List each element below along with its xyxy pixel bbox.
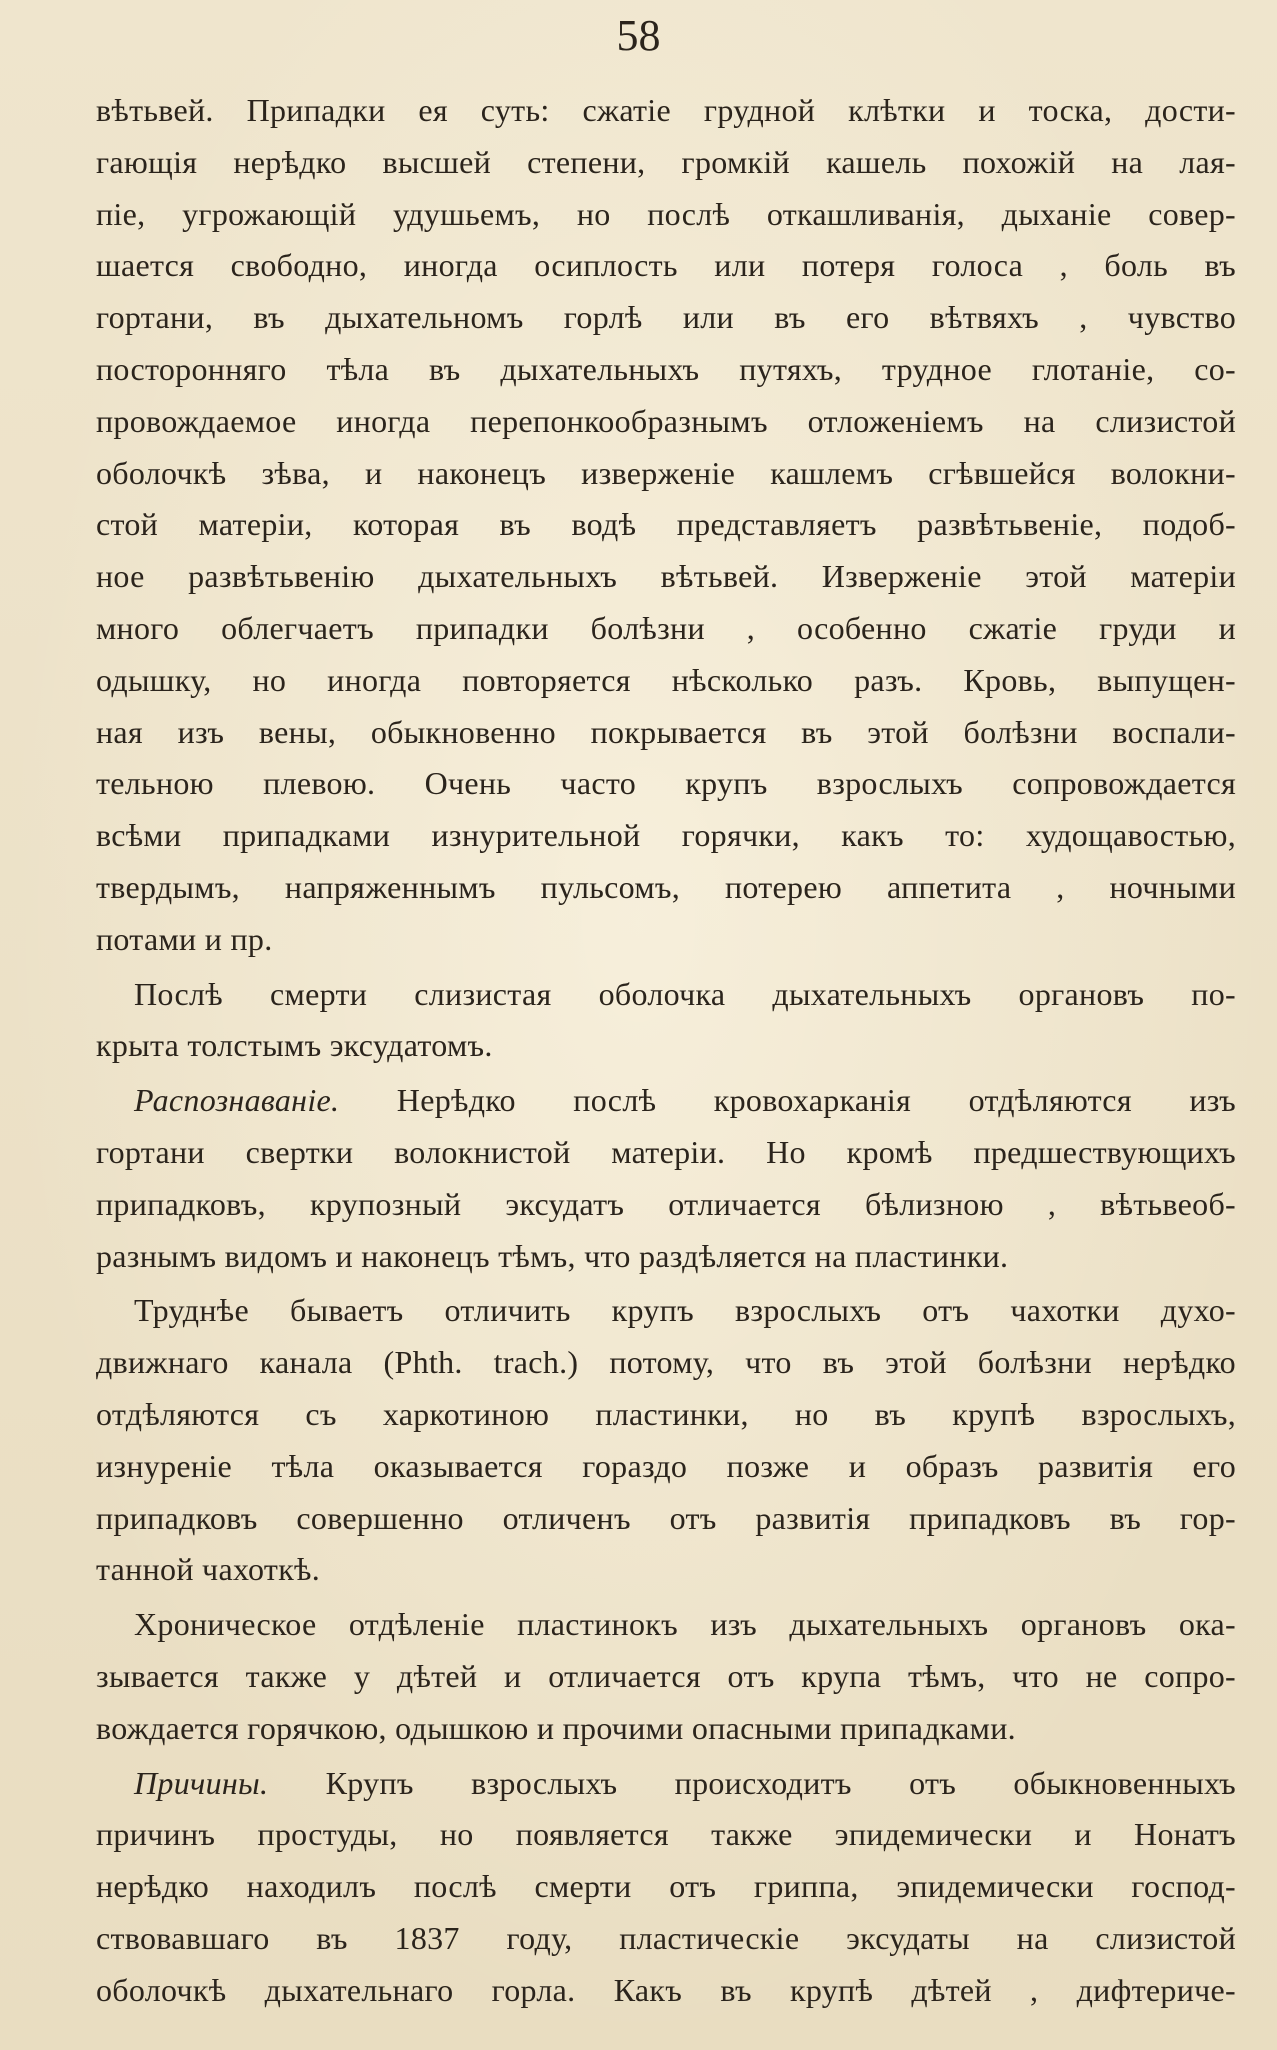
paragraph-diagnosis <box>96 1075 1236 1282</box>
paragraph-chronic <box>96 1599 1236 1754</box>
text-line: отдѣляются съ харкотиною пластинки, но въ крупѣ взрослыхъ, <box>96 1395 1236 1432</box>
text-line: ствовавшаго въ 1837 году, пластическіе эксудаты на слизистой <box>96 1919 1236 1956</box>
text-line: много облегчаетъ припадки болѣзни , особенно сжатіе груди и <box>96 609 1236 646</box>
text-line: провождаемое иногда перепонкообразнымъ отложеніемъ на слизистой <box>96 402 1236 439</box>
text-line: Хроническое отдѣленіе пластинокъ изъ дыхательныхъ органовъ ока- <box>134 1606 1236 1643</box>
text-line: одышку, но иногда повторяется нѣсколько разъ. Кровь, выпущен- <box>96 661 1236 698</box>
text-line: посторонняго тѣла въ дыхательныхъ путяхъ, трудное глотаніе, со- <box>96 350 1236 387</box>
text-run: Нерѣдко послѣ кровохарканія отдѣляются изъ <box>339 1082 1236 1119</box>
page-number: 58 <box>616 11 661 60</box>
text-line <box>96 1075 1236 1127</box>
paragraph-differential <box>96 1285 1236 1596</box>
text-line: твердымъ, напряженнымъ пульсомъ, потерею аппетита , ночными <box>96 868 1236 905</box>
text-line: танной чахоткѣ. <box>96 1551 321 1588</box>
text-line: изнуреніе тѣла оказывается гораздо позже и образъ развитія его <box>96 1447 1236 1484</box>
section-heading-diagnosis: Распознаваніе. <box>134 1082 340 1119</box>
text-line: разнымъ видомъ и наконецъ тѣмъ, что раздѣляется на пластинки. <box>96 1237 1009 1274</box>
text-line <box>96 1758 1236 1810</box>
text-line: нерѣдко находилъ послѣ смерти отъ гриппа, эпидемически господ- <box>96 1868 1236 1905</box>
text-line: движнаго канала (Phth. trach.) потому, что въ этой болѣзни нерѣдко <box>96 1344 1236 1381</box>
text-line: піе, угрожающій удушьемъ, но послѣ откашливанія, дыханіе совер- <box>96 195 1236 232</box>
text-line: припадковъ совершенно отличенъ отъ развитія припадковъ въ гор- <box>96 1499 1236 1536</box>
text-line: ное развѣтьвенію дыхательныхъ вѣтьвей. Изверженіе этой матеріи <box>96 558 1236 595</box>
section-heading-causes: Причины. <box>134 1764 269 1801</box>
paragraph-causes <box>96 1758 1236 2017</box>
text-line: вождается горячкою, одышкою и прочими опасными припадками. <box>96 1709 1016 1746</box>
text-line: тельною плевою. Очень часто крупъ взрослыхъ сопровождается <box>96 765 1236 802</box>
text-line: припадковъ, крупозный эксудатъ отличается бѣлизною , вѣтьвеоб- <box>96 1185 1236 1222</box>
text-line: Послѣ смерти слизистая оболочка дыхательныхъ органовъ по- <box>134 975 1236 1012</box>
text-line: вѣтьвей. Припадки ея суть: сжатіе грудной клѣтки и тоска, дости- <box>96 92 1236 128</box>
text-line: гортани свертки волокнистой матеріи. Но кромѣ предшествующихъ <box>96 1133 1236 1170</box>
text-line: стой матеріи, которая въ водѣ представляетъ развѣтьвеніе, подоб- <box>96 506 1236 543</box>
text-line: всѣми припадками изнурительной горячки, какъ то: худощавостью, <box>96 817 1236 854</box>
text-line: крыта толстымъ эксудатомъ. <box>96 1027 493 1064</box>
text-line: потами и пр. <box>96 920 273 957</box>
text-line: шается свободно, иногда осиплость или потеря голоса , боль въ <box>96 247 1236 284</box>
text-line: зывается также у дѣтей и отличается отъ крупа тѣмъ, что не сопро- <box>96 1657 1236 1694</box>
text-run: Крупъ взрослыхъ происходитъ отъ обыкновенныхъ <box>268 1764 1236 1801</box>
text-line: Труднѣе бываетъ отличить крупъ взрослыхъ отъ чахотки духо- <box>134 1292 1236 1329</box>
text-line: гающія нерѣдко высшей степени, громкій кашель похожій на лая- <box>96 143 1236 180</box>
paragraph-symptoms <box>96 85 1236 966</box>
text-body <box>96 85 1236 2016</box>
text-line: гортани, въ дыхательномъ горлѣ или въ его вѣтвяхъ , чувство <box>96 299 1236 336</box>
text-line: оболочкѣ дыхательнаго горла. Какъ въ крупѣ дѣтей , дифтериче- <box>96 1971 1236 2008</box>
paragraph-post-mortem <box>96 969 1236 1073</box>
text-line: причинъ простуды, но появляется также эпидемически и Нонатъ <box>96 1816 1236 1853</box>
text-line: оболочкѣ зѣва, и наконецъ изверженіе кашлемъ сгѣвшейся волокни- <box>96 454 1236 491</box>
text-line: ная изъ вены, обыкновенно покрывается въ этой болѣзни воспали- <box>96 713 1236 750</box>
